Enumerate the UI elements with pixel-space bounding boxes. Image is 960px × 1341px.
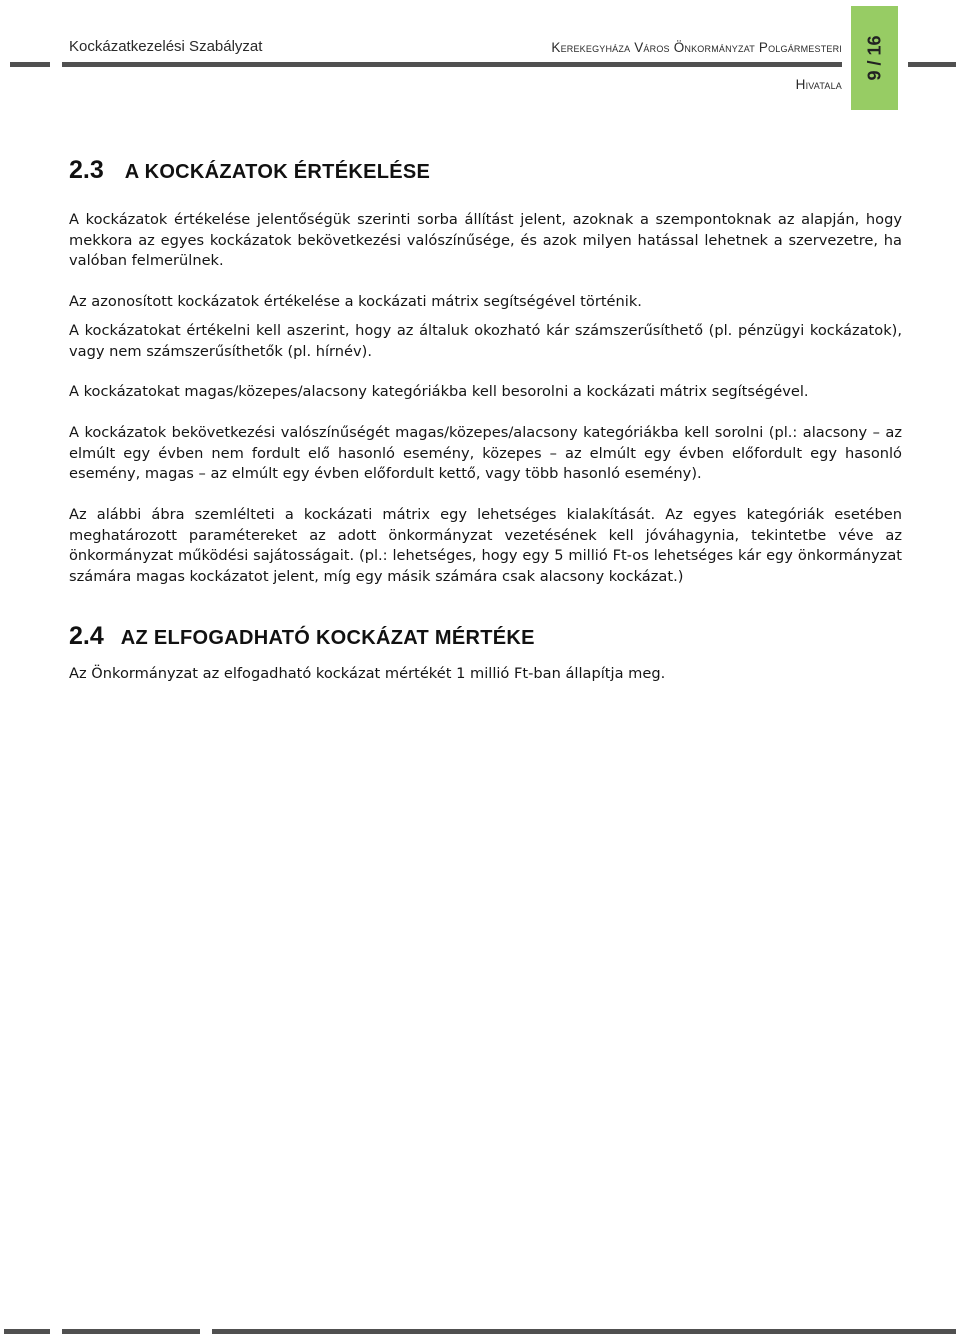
section-number: 2.3 [69, 156, 104, 184]
paragraph: Az azonosított kockázatok értékelése a kockázati mátrix segítségével történik. [69, 293, 642, 311]
header-rule-left [10, 62, 50, 67]
footer-rule-left [4, 1329, 50, 1334]
section-number: 2.4 [69, 621, 104, 650]
paragraph: Az alábbi ábra szemlélteti a kockázati mátrix egy lehetséges kialakítását. Az egyes kategóriák esetében meghatározott paramétereket az adott önkormányzat vezetésének kell jóváhagynia, tekintetbe véve az önkormányzat működési sajátosságait. (pl.: lehetséges, hogy egy 5 millió Ft-os lehetséges kár egy önkormányzat számára magas kockázatot jelent, míg egy másik számára csak alacsony kockázat.) [69, 506, 902, 586]
page-number-tab [851, 6, 898, 110]
footer-rule-mid [62, 1329, 200, 1334]
paragraph: A kockázatokat magas/közepes/alacsony kategóriákba kell besorolni a kockázati mátrix segítségével. [69, 383, 809, 401]
page-content [69, 152, 902, 685]
page-number: 9 / 16 [864, 35, 884, 81]
organization-name-line2: Hivatala [795, 77, 842, 92]
paragraph: A kockázatok értékelése jelentőségük szerinti sorba állítást jelent, azoknak a szempontoknak az alapján, hogy mekkora az egyes kockázatok bekövetkezési valószínűsége, és azok milyen hatással lehetnek a szervezetre, ha valóban felmerülnek. [69, 211, 902, 270]
footer-rule-main [212, 1329, 956, 1334]
paragraph: Az Önkormányzat az elfogadható kockázat mértékét 1 millió Ft-ban állapítja meg. [69, 664, 666, 682]
paragraph: A kockázatok bekövetkezési valószínűségét magas/közepes/alacsony kategóriákba kell sorolni (pl.: alacsony – az elmúlt egy évben nem fordult elő hasonló esemény, közepes – az elmúlt egy évben előfordult egy hasonló esemény, magas – az elmúlt egy évben előfordult kettő, vagy több hasonló esemény). [69, 423, 902, 483]
document-title: Kockázatkezelési Szabályzat [69, 38, 263, 55]
section-title: AZ ELFOGADHATÓ KOCKÁZAT MÉRTÉKE [120, 626, 535, 649]
organization-name: Kerekegyháza Város Önkormányzat Polgármesteri [551, 40, 842, 55]
section-title: A KOCKÁZATOK ÉRTÉKELÉSE [124, 161, 431, 183]
header-rule-right [908, 62, 956, 67]
header-rule-main [62, 62, 842, 67]
paragraph: A kockázatokat értékelni kell aszerint, hogy az általuk okozható kár számszerűsíthető (pl. pénzügyi kockázatok), vagy nem számszerűsíthetők (pl. hírnév). [69, 321, 902, 360]
section-heading-2-4 [69, 618, 902, 656]
section-heading-2-3 [69, 152, 902, 190]
